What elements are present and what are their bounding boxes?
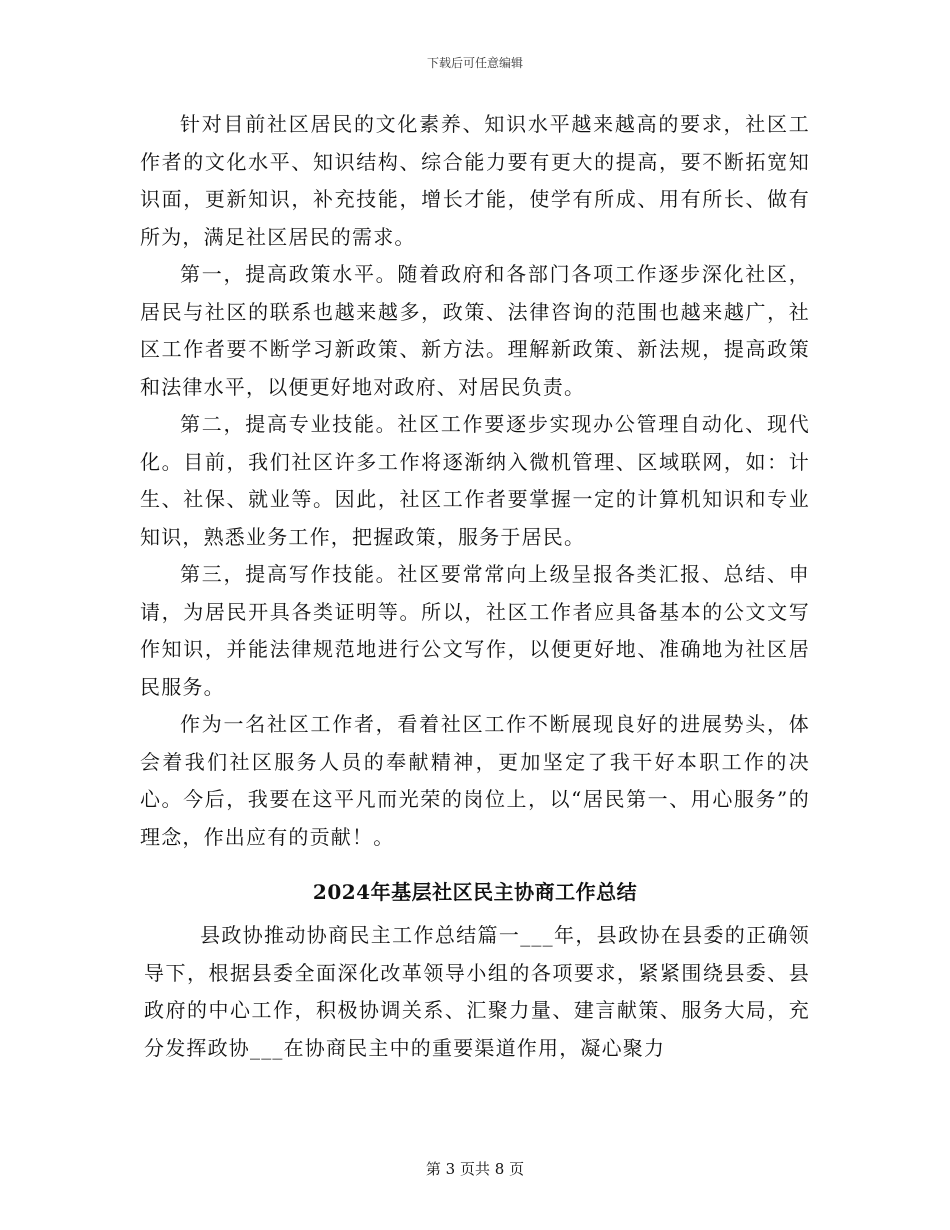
paragraph-policy-level: 第一，提高政策水平。随着政府和各部门各项工作逐步深化社区，居民与社区的联系也越来越多，政策、法律咨询的范围也越来越广，社区工作者要不断学习新政策、新方法。理解新政策、新法规，提高政策和法律水平，以便更好地对政府、对居民负责。 bbox=[140, 262, 810, 399]
paragraph-conclusion: 作为一名社区工作者，看着社区工作不断展现良好的进展势头，体会着我们社区服务人员的奉献精神，更加坚定了我干好本职工作的决心。今后，我要在这平凡而光荣的岗位上，以“居民第一、用心服务”的理念，作出应有的贡献！。 bbox=[140, 712, 810, 849]
page-number-footer: 第 3 页共 8 页 bbox=[425, 1160, 525, 1178]
paragraph-intro: 针对目前社区居民的文化素养、知识水平越来越高的要求，社区工作者的文化水平、知识结构、综合能力要有更大的提高，要不断拓宽知识面，更新知识，补充技能，增长才能，使学有所成、用有所长、做有所为，满足社区居民的需求。 bbox=[140, 112, 810, 249]
document-body bbox=[140, 106, 810, 1067]
paragraph-section-opening: 县政协推动协商民主工作总结篇一___年，县政协在县委的正确领导下，根据县委全面深化改革领导小组的各项要求，紧紧围绕县委、县政府的中心工作，积极协调关系、汇聚力量、建言献策、服务大局，充分发挥政协___在协商民主中的重要渠道作用，凝心聚力 bbox=[144, 923, 810, 1060]
section-title: 2024年基层社区民主协商工作总结 bbox=[312, 880, 638, 904]
paragraph-writing-skills: 第三，提高写作技能。社区要常常向上级呈报各类汇报、总结、申请，为居民开具各类证明等。所以，社区工作者应具备基本的公文文写作知识，并能法律规范地进行公文写作，以便更好地、准确地为社区居民服务。 bbox=[140, 562, 810, 699]
page-header-note: 下载后可任意编辑 bbox=[426, 56, 523, 70]
paragraph-professional-skills: 第二，提高专业技能。社区工作要逐步实现办公管理自动化、现代化。目前，我们社区许多工作将逐渐纳入微机管理、区域联网，如：计生、社保、就业等。因此，社区工作者要掌握一定的计算机知识和专业知识，熟悉业务工作，把握政策，服务于居民。 bbox=[140, 412, 810, 549]
